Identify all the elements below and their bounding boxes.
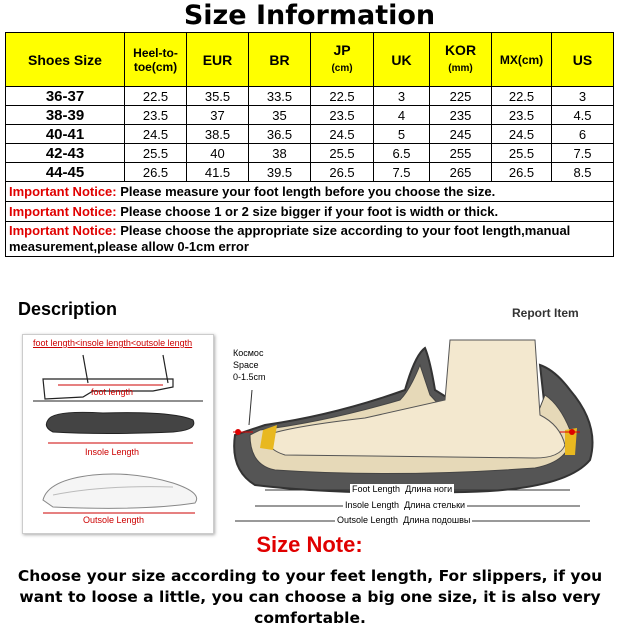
cell-us: 6: [552, 125, 614, 144]
cell-kor: 225: [430, 87, 492, 106]
cell-kor: 245: [430, 125, 492, 144]
panel-foot-length: foot length: [91, 387, 134, 397]
panel-outsole-length: Outsole Length: [83, 515, 145, 525]
cell-eur: 41.5: [187, 163, 249, 182]
cell-heel-to-toe: 26.5: [125, 163, 187, 182]
cell-us: 4.5: [552, 106, 614, 125]
notice-text: Please measure your foot length before you choose the size.: [120, 183, 496, 199]
header-uk: UK: [374, 33, 430, 87]
cell-eur: 35.5: [187, 87, 249, 106]
cell-jp: 25.5: [311, 144, 374, 163]
panel-caption: foot length<insole length<outsole length: [33, 338, 193, 348]
header-mx: MX(cm): [492, 33, 552, 87]
insole-length-en: Insole Length: [345, 500, 400, 510]
cell-mx: 24.5: [492, 125, 552, 144]
report-item-link[interactable]: Report Item: [512, 306, 579, 320]
cell-kor: 235: [430, 106, 492, 125]
size-table: [5, 32, 614, 257]
cell-eur: 40: [187, 144, 249, 163]
outsole-length-ru: Длина подошвы: [403, 515, 471, 525]
cell-eur: 38.5: [187, 125, 249, 144]
notice-cell: [6, 202, 614, 222]
cell-uk: 3: [374, 87, 430, 106]
outsole-length-label: [335, 515, 472, 525]
foot-length-label: [350, 484, 454, 494]
panel-illustration: [23, 335, 213, 533]
header-kor: [430, 33, 492, 87]
notice-row: [6, 222, 614, 257]
notice-text: Please choose the appropriate size according to your foot length,manual measurement,please allow 0-1cm error: [9, 223, 571, 254]
cell-mx: 22.5: [492, 87, 552, 106]
header-jp-unit: (cm): [331, 63, 353, 74]
cell-jp: 24.5: [311, 125, 374, 144]
notice-row: [6, 182, 614, 202]
table-row: [6, 125, 614, 144]
table-row: [6, 144, 614, 163]
header-heel-to-toe: Heel-to-toe(cm): [125, 33, 187, 87]
notice-cell: [6, 182, 614, 202]
cell-kor: 255: [430, 144, 492, 163]
insole-length-ru: Длина стельки: [404, 500, 466, 510]
cell-jp: 22.5: [311, 87, 374, 106]
foot-length-ru: Длина ноги: [405, 484, 453, 494]
cell-mx: 25.5: [492, 144, 552, 163]
measurement-panel: [22, 334, 214, 534]
cell-br: 36.5: [249, 125, 311, 144]
cell-jp: 23.5: [311, 106, 374, 125]
header-shoes-size: Shoes Size: [6, 33, 125, 87]
table-header-row: [6, 33, 614, 87]
table-row: [6, 106, 614, 125]
cell-size: 38-39: [6, 106, 125, 125]
notice-label: Important Notice:: [9, 223, 117, 238]
insole-length-label: [343, 500, 467, 510]
header-jp: [311, 33, 374, 87]
space-label-en: Space: [233, 360, 259, 370]
cell-us: 7.5: [552, 144, 614, 163]
outsole-length-en: Outsole Length: [337, 515, 399, 525]
cell-uk: 5: [374, 125, 430, 144]
cell-br: 35: [249, 106, 311, 125]
header-kor-unit: (mm): [448, 63, 473, 74]
cell-br: 39.5: [249, 163, 311, 182]
notice-row: [6, 202, 614, 222]
cell-uk: 7.5: [374, 163, 430, 182]
space-label-ru: Космос: [233, 348, 264, 358]
cell-br: 33.5: [249, 87, 311, 106]
cell-size: 40-41: [6, 125, 125, 144]
header-kor-label: KOR: [444, 42, 477, 58]
page-title: Size Information: [183, 0, 436, 31]
cell-mx: 23.5: [492, 106, 552, 125]
cell-us: 8.5: [552, 163, 614, 182]
foot-length-en: Foot Length: [352, 484, 401, 494]
cell-jp: 26.5: [311, 163, 374, 182]
size-note-title: Size Note:: [256, 532, 363, 557]
cell-br: 38: [249, 144, 311, 163]
cell-mx: 26.5: [492, 163, 552, 182]
space-range: 0-1.5cm: [233, 372, 266, 382]
cell-size: 36-37: [6, 87, 125, 106]
header-br: BR: [249, 33, 311, 87]
cell-size: 44-45: [6, 163, 125, 182]
size-note-text: Choose your size according to your feet length, For slippers, if you want to loose a little, you can choose a big one size, it is also very comfortable.: [17, 567, 603, 627]
cell-heel-to-toe: 23.5: [125, 106, 187, 125]
header-us: US: [552, 33, 614, 87]
cell-eur: 37: [187, 106, 249, 125]
description-title: Description: [18, 299, 118, 319]
panel-insole-length: Insole Length: [85, 447, 140, 457]
table-row: [6, 87, 614, 106]
header-jp-label: JP: [333, 42, 351, 58]
notice-label: Important Notice:: [9, 203, 117, 219]
cell-uk: 4: [374, 106, 430, 125]
notice-label: Important Notice:: [9, 183, 117, 199]
table-row: [6, 163, 614, 182]
notice-text: Please choose 1 or 2 size bigger if your foot is width or thick.: [120, 203, 499, 219]
cell-size: 42-43: [6, 144, 125, 163]
cell-heel-to-toe: 25.5: [125, 144, 187, 163]
cell-heel-to-toe: 22.5: [125, 87, 187, 106]
cell-us: 3: [552, 87, 614, 106]
notice-cell: [6, 222, 614, 257]
cell-heel-to-toe: 24.5: [125, 125, 187, 144]
header-eur: EUR: [187, 33, 249, 87]
cell-uk: 6.5: [374, 144, 430, 163]
cell-kor: 265: [430, 163, 492, 182]
